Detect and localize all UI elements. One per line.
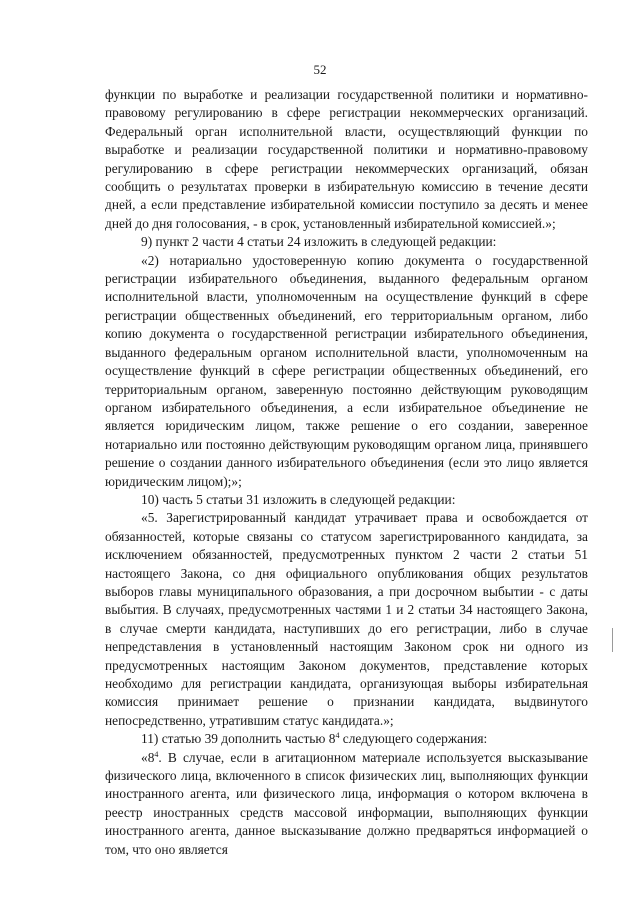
part-8-4-text: . В случае, если в агитационном материале используется высказывание физического лица, включенного в список физических лиц, выполняющих функции иностранного агента, или физического лица, информация о котором включена в реестр иностранных средств массовой информации, выполняющих функции иностранного агента, данное высказывание должно предваряться информацией о том, что оно является (105, 749, 588, 857)
part-8-4-number: «8 (141, 749, 155, 765)
paragraph-quoted-part-8-4 (105, 749, 588, 859)
amendment-11-text-end: следующего содержания: (339, 731, 488, 747)
paragraph-quoted-item-2: «2) нотариально удостоверенную копию документа о государственной регистрации избирательного объединения, выданного федеральным органом исполнительной власти, уполномоченным на осуществление функций в сфере регистрации общественных объединений, его территориальным органом, либо копию документа о государственной регистрации избирательного объединения, выданного федеральным органом исполнительной власти, уполномоченным на осуществление функций в сфере регистрации общественных объединений, его территориальным органом, заверенную постоянно действующим руководящим органом избирательного объединения, а если избирательное объединение не является юридическим лицом, также решение о его создании, заверенное нотариально или постоянно действующим руководящим органом лица, принявшего решение о создании данного избирательного объединения (если это лицо является юридическим лицом);»; (105, 252, 588, 489)
superscript-index: 4 (335, 731, 340, 741)
paragraph-amendment-11 (105, 730, 588, 748)
paragraph-quoted-part-5: «5. Зарегистрированный кандидат утрачивает права и освобождается от обязанностей, которые связаны со статусом зарегистрированного кандидата, за исключением обязанностей, предусмотренных пунктом 2 части 2 статьи 51 настоящего Закона, со дня официального опубликования общих результатов выборов главы муниципального образования, а при досрочном выбытии - с даты выбытия. В случаях, предусмотренных частями 1 и 2 статьи 34 настоящего Закона, в случае смерти кандидата, наступивших до его регистрации, либо в случае непредставления в установленный настоящим Законом срок ни одного из предусмотренных настоящим Законом документов, представление которых необходимо для регистрации кандидата, организующая выборы избирательная комиссия принимает решение о признании кандидата, выдвинутого непосредственно, утратившим статус кандидата.»; (105, 510, 588, 728)
page-number: 52 (313, 62, 327, 77)
paragraph-continuation: функции по выработке и реализации государственной политики и нормативно-правовому регулированию в сфере регистрации некоммерческих организаций. Федеральный орган исполнительной власти, осуществляющий функции по выработке и реализации государственной политики и нормативно-правовому регулированию в сфере регистрации некоммерческих организаций, обязан сообщить о результатах проверки в избирательную комиссию в течение десяти дней, а если представление избирательной комиссии поступило за десять и менее дней до дня голосования, - в срок, установленный избирательной комиссией.»; (105, 87, 588, 231)
amendment-11-text-start: 11) статью 39 дополнить частью 8 (141, 731, 336, 747)
superscript-index: 4 (154, 749, 159, 759)
scan-margin-mark (612, 628, 613, 652)
paragraph-amendment-10: 10) часть 5 статьи 31 изложить в следующей редакции: (141, 491, 456, 507)
paragraph-amendment-9: 9) пункт 2 части 4 статьи 24 изложить в следующей редакции: (141, 234, 497, 250)
document-body (105, 86, 588, 859)
